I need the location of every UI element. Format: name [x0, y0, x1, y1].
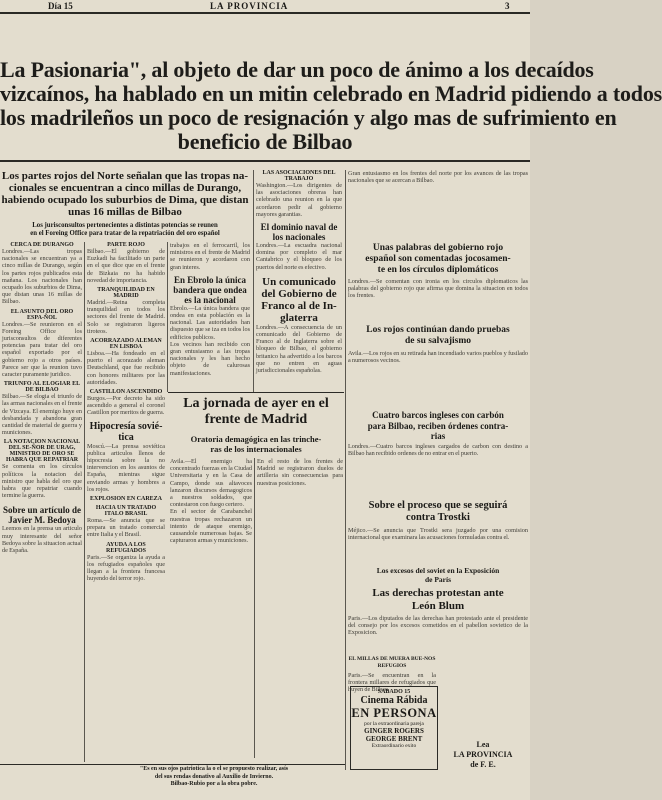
column-left [2, 242, 82, 762]
banner-line-1: La Pasionaria", al objeto de dar un poco de ánimo a los decaídos [0, 57, 594, 82]
heading-triunfo-bilbao: TRIUNFO AL ELOGIAR EL DE BILBAO [3, 381, 81, 394]
right-text-2 [348, 278, 528, 322]
heading-barcos-carbon [348, 410, 528, 442]
text-barcos-carbon: Londres.—Cuatro barcos ingleses cargados de carbon con destino a Bilbao han recibido ordenes de no entrar en el puerto. [348, 443, 528, 458]
footer-notice [86, 766, 342, 789]
heading-tranquilidad-madrid: TRANQUILIDAD EN MADRID [97, 287, 155, 300]
trostki-line-1: Sobre el proceso que se seguirá [368, 500, 508, 511]
comunicado-title-2: del Gobierno de [261, 287, 337, 300]
jurist-line-2: en el Foreing Office para tratar de la repatriación del oro español [30, 230, 220, 237]
heading-refugios: EL MILLAS DE MUERA BUE-NOS REFUGIOS [348, 656, 436, 669]
text-cerca-durango: Londres.—Las tropas nacionales se encuentran ya a cinco millas de Durango, según los partes rojos publicados esta mañana. Los nacionales han ocupado los suburbios de Dima, que distan unas 16 millas de Bilbao. [2, 248, 82, 306]
text-comunicado: Londres.—A consecuencia de un comunicado del Gobierno de Franco al de Inglaterra sobre el bloqueo de Bilbao, el gobierno britanico ha advertido a los barcos que no entren en aguas jurisdiccionales españolas. [256, 323, 342, 375]
excesos-line-2: de París [424, 575, 452, 584]
barcos-line-3: rias [430, 431, 446, 441]
excesos-line-1: Los excesos del soviet en la Exposición [376, 566, 500, 575]
right-text-3 [348, 350, 528, 408]
footer-line-3: Bilbao-Rubio por a la obra pobre. [170, 781, 258, 787]
text-articulo-bedoya: Leemos en la prensa un articulo muy interesante del señor Bedoya sobre la situacion actual de España. [2, 525, 82, 555]
column-divider [167, 242, 168, 392]
footer-line-1: "Es en sus ojos patriotica la o el se propuesto realizar, asís [139, 766, 289, 772]
jornada-title-1: La jornada de ayer en el [183, 396, 329, 411]
heading-parte-rojo: PARTE ROJO [107, 242, 145, 248]
text-dominio-naval: Londres.—La escuadra nacional domina por completo el mar Cantabrico y el bloqueo de los puertos del norte es efectivo. [256, 242, 342, 271]
subhead-jurisconsultos [0, 222, 250, 238]
banner-line-4: beneficio de Bilbao [177, 129, 353, 154]
column-jornada-right [257, 458, 343, 758]
heading-proceso-trostki [348, 500, 528, 524]
column-divider [254, 458, 255, 758]
column-divider [345, 170, 346, 770]
column-ebrolo [170, 242, 250, 390]
jornada-title-2: frente de Madrid [204, 412, 308, 427]
column-asociaciones [256, 170, 342, 392]
heading-dominio-naval: El dominio naval de los nacionales [260, 222, 338, 243]
banner-rule [0, 160, 530, 162]
ad-star-1: GINGER ROGERS [364, 727, 424, 735]
column-mid [87, 242, 165, 762]
heading-oro-espanol: EL ASUNTO DEL ORO ESPA-ÑOL [10, 308, 74, 321]
palabras-line-1: Unas palabras del gobierno rojo [372, 243, 504, 253]
text-ebrolo-1: Ebrolo.—La única bandera que ondea en esta población es la nacional. Las autoridades han dispuesto que se iza en todos los edificios publicos. [170, 304, 250, 341]
comunicado-title-4: glaterra [280, 311, 318, 324]
subhead-line-3: habiendo ocupado los suburbios de Dima, que distan [1, 194, 249, 206]
text-jornada-3: En el resto de los frentes de Madrid se registraron duelos de artilleria sin consecuencias para nuestras posiciones. [257, 458, 343, 487]
footer-rule [0, 764, 345, 765]
masthead [0, 0, 530, 14]
lea-line-1: Lea [476, 740, 490, 749]
heading-ebrolo-bandera: En Ebrolo la única bandera que ondea es la nacional [173, 274, 247, 305]
text-parte-rojo: Bilbao.—El gobierno de Euzkadi ha facilitado un parte en el que dice que en el frente de Bizkaia no ha habido novedad de importancia. [87, 248, 165, 284]
text-salvajismo: Avila.—Los rojos en su retirada han incendiado varios pueblos y fusilado a numerosos vecinos. [348, 350, 528, 365]
right-text-5 [348, 527, 528, 565]
column-jornada-left [170, 458, 252, 758]
text-ebrolo-2: Los vecinos han recibido con gran entusiasmo a las tropas nacionales y les han hecho objeto de calurosas manifestaciones. [170, 340, 250, 377]
text-entusiasmo: Gran entusiasmo en los frentes del norte por los avances de las tropas nacionales que se acercan a Bilbao. [348, 170, 528, 185]
heading-hipocresia-sovietica: Hipocresía sovié-tica [89, 420, 163, 443]
masthead-paper-name: LA PROVINCIA [210, 1, 289, 11]
heading-explosion: EXPLOSION EN CAREZA [89, 496, 162, 503]
oratoria-line-1: Oratoria demagógica en las trinche- [190, 434, 322, 444]
text-tranquilidad-madrid: Madrid.—Reina completa tranquilidad en todos los sectores del frente de Madrid. Solo se registraron ligeros tiroteos. [87, 299, 165, 335]
heading-sobre-articulo: Sobre un artículo de [2, 505, 82, 516]
text-asociaciones: Washington.—Los dirigentes de las asociaciones obreras han celebrado una reunion en la que acordaron pedir al gobierno mayores garantias. [256, 182, 342, 218]
heading-acorazado-lisboa: ACORRAZADO ALEMAN EN LISBOA [90, 338, 162, 351]
text-castillon: Burgos.—Por decreto ha sido ascendido a general el coronel Castillon por meritos de guerra. [87, 395, 165, 417]
heading-tratado-italo-brasil: HACIA UN TRATADO ITALO BRASIL [95, 505, 157, 518]
text-triunfo-bilbao: Bilbao.—Se elogia el triunfo de las armas nacionales en el frente de Vizcaya. El enemigo huye en desbandada y abandona gran cantidad de material de guerra y municiones. [2, 393, 82, 437]
barcos-line-2: para Bilbao, reciben órdenes contra- [367, 420, 509, 431]
text-notacion-nacional: Se comenta en los círculos políticos la notacion del ministro que habla del oro que habra que repatriar cuando termine la guerra. [2, 463, 82, 500]
lea-line-3: de F. E. [470, 760, 496, 769]
heading-javier-bedoya: Javier M. Bedoya [8, 515, 76, 526]
text-derechas-blum: Paris.—Los diputados de las derechas han protestado ante el presidente del consejo por los excesos cometidos en el pabellon sovietico de la Exposicion. [348, 615, 528, 637]
heading-refugiados: AYUDA A LOS REFUGIADOS [105, 541, 146, 554]
palabras-line-2: español son comentadas jocosamen- [365, 254, 511, 264]
subhead-line-1: Los partes rojos del Norte señalan que las tropas na- [1, 170, 249, 182]
salvajismo-line-2: de su salvajismo [405, 336, 471, 346]
heading-comunicado [256, 276, 342, 324]
subhead-line-2: cionales se encuentran a cinco millas de Durango, [8, 182, 242, 194]
text-tratado-italo-brasil: Roma.—Se anuncia que se prepara un tratado comercial entre Italia y el Brasil. [87, 517, 165, 539]
salvajismo-line-1: Los rojos continúan dando pruebas [366, 325, 510, 335]
heading-excesos-soviet [348, 566, 528, 584]
heading-palabras-gobierno [348, 243, 528, 276]
right-text-4 [348, 443, 528, 499]
heading-oratoria [168, 434, 344, 454]
heading-jornada-madrid [168, 396, 344, 428]
oratoria-line-2: ras de los internacionales [210, 444, 302, 454]
heading-cerca-durango: CERCA DE DURANGO [10, 242, 74, 248]
text-proceso-trostki: Méjico.—Se anuncia que Trostki sera juzgado por una comision internacional que examinara las acusaciones formuladas contra el. [348, 527, 528, 542]
column-divider [253, 170, 254, 392]
comunicado-title-3: Franco al de In- [261, 299, 337, 312]
banner-headline [0, 57, 662, 168]
text-jornada-2: En el sector de Carabanchel nuestras tropas rechazaron un intento de ataque enemigo, causandole numerosas bajas. Se capturaron armas y municiones. [170, 508, 252, 545]
text-acorazado-lisboa: Lisboa.—Ha fondeado en el puerto el acorazado aleman Deutschland, que fue recibido con honores militares por las autoridades. [87, 350, 165, 386]
text-ferrocarril: trabajos en el ferrocarril, los ministros en el frente de Madrid se reunieron y acordaron con gran interes. [170, 242, 250, 271]
ad-date: SABADO 15 [377, 689, 411, 695]
derechas-line-2: León Blum [411, 599, 465, 612]
masthead-page-number: 3 [505, 1, 510, 11]
heading-notacion-nacional: LA NOTACION NACIONAL DEL SE-ÑOR DE URAG, MINISTRO DE ORO SE HABRA QUE REPATRIAR [3, 439, 81, 464]
banner-line-2: vizcaínos, ha hablado en un mitin celebrado en Madrid pidiendo a todos [0, 81, 662, 106]
ad-tagline: por la extraordinaria pareja [364, 721, 424, 727]
ad-extra: Extraordinario exito [371, 743, 417, 749]
ad-star-2: GEORGE BRENT [365, 735, 423, 743]
masthead-day: Día 15 [48, 1, 73, 11]
jornada-rule [168, 392, 344, 393]
cinema-ad [350, 686, 438, 770]
palabras-line-3: te en los círculos diplomáticos [377, 265, 499, 275]
text-oro-espanol: Londres.—Se reunieron en el Foreing Office los jurisconsultos de diferentes potencias para tratar del oro español exportado por el gobierno rojo a otros países. Parece ser que la reunion tuvo caracter puramente juridico. [2, 320, 82, 379]
text-hipocresia-sovietica: Moscú.—La prensa soviética publica articulos llenos de hipocresia sobre la no intervencion en los asuntos de España, mientras sigue enviando armas y hombres a los rojos. [87, 442, 165, 493]
right-top-text [348, 170, 528, 240]
heading-salvajismo [348, 325, 528, 347]
column-divider [84, 242, 85, 762]
text-jornada-1: Avila.—El enemigo ha concentrado fuerzas en la Ciudad Universitaria y en la Casa de Campo, donde sus altavoces lanzaron discursos demagogicos a nuestros soldados, que contestaron con fuego certero. [170, 458, 252, 509]
jurist-line-1: Los jurisconsultos pertenecientes a distintas potencias se reunen [32, 222, 218, 229]
text-refugios: Paris.—Se encuentran en la frontera millares de refugiados que huyen de Bilbao. [348, 672, 436, 694]
heading-derechas-blum [348, 587, 528, 612]
right-text-6 [348, 615, 528, 655]
trostki-line-2: contra Trostki [406, 512, 470, 523]
ad-cinema-name: Cinema Rábida [360, 695, 428, 706]
banner-line-3: los madrileños un poco de resignación y algo mas de sufrimiento en [0, 105, 617, 130]
subhead-line-4: unas 16 millas de Bilbao [68, 206, 182, 218]
subhead-norte [0, 170, 250, 218]
footer-line-2: del sus rendas donativo al Auxilio de Invierno. [154, 773, 274, 780]
lea-la-provincia [440, 740, 526, 770]
barcos-line-1: Cuatro barcos ingleses con carbón [372, 410, 504, 420]
heading-castillon: CASTILLON ASCENDIDO [89, 389, 163, 396]
text-refugiados: Paris.—Se organiza la ayuda a los refugiados españoles que llegan a la frontera francesa huyendo del terror rojo. [87, 553, 165, 583]
comunicado-title-1: Un comunicado [262, 275, 336, 288]
ad-film-title: EN PERSONA [351, 706, 437, 720]
derechas-line-1: Las derechas protestan ante [372, 587, 504, 599]
text-palabras-gobierno: Londres.—Se comentan con ironia en los circulos diplomaticos las palabras del gobierno rojo que afirma que domina la situacion en todos los frentes. [348, 278, 528, 300]
lea-line-2: LA PROVINCIA [453, 750, 513, 759]
heading-asociaciones-trabajo: LAS ASOCIACIONES DEL TRABAJO [262, 170, 336, 182]
